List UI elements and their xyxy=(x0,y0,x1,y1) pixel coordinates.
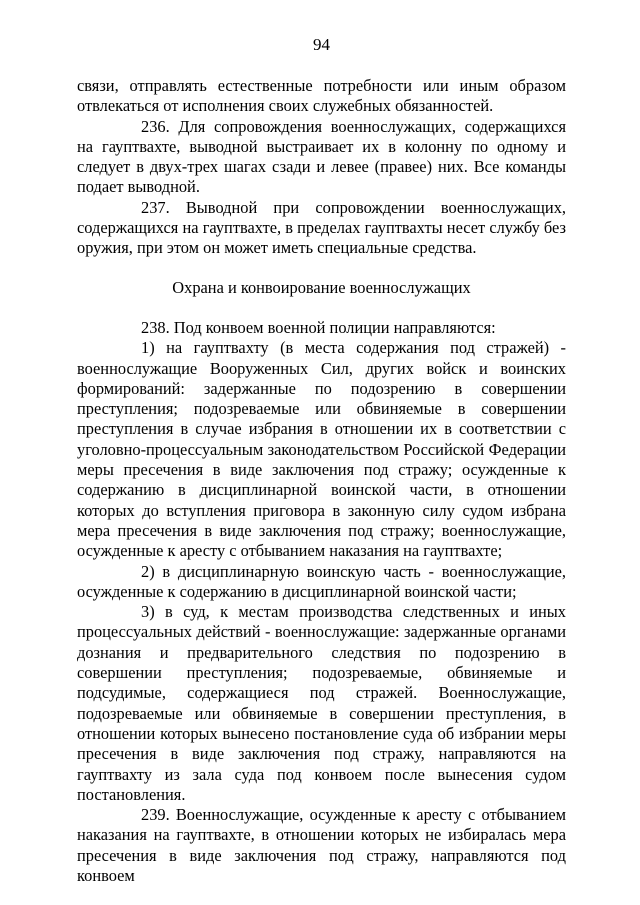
paragraph-239: 239. Военнослужащие, осужденные к аресту с отбыванием наказания на гауптвахте, в отношении которых не избиралась мера пресечения в виде заключения под стражу, направляются под конвоем xyxy=(77,805,566,885)
paragraph-238-item-1: 1) на гауптвахту (в места содержания под стражей) - военнослужащие Вооруженных Сил, других войск и воинских формирований: задержанные по подозрению в совершении преступления; подозреваемые или обвиняемые в совершении преступления в случае избрания в отношении их в соответствии с уголовно-процессуальным законодательством Российской Федерации меры пресечения в виде заключения под стражу; осужденные к содержанию в дисциплинарной воинской части, в отношении которых до вступления приговора в законную силу судом избрана мера пресечения в виде заключения под стражу; военнослужащие, осужденные к аресту с отбыванием наказания на гауптвахте; xyxy=(77,338,566,561)
section-heading: Охрана и конвоирование военнослужащих xyxy=(172,277,471,297)
paragraph-continuation: связи, отправлять естественные потребности или иным образом отвлекаться от исполнения своих служебных обязанностей. xyxy=(77,76,566,116)
paragraph-238: 238. Под конвоем военной полиции направляются: xyxy=(141,317,496,337)
page-number: 94 xyxy=(313,35,330,54)
paragraph-237: 237. Выводной при сопровождении военнослужащих, содержащихся на гауптвахте, в пределах гауптвахты несет службу без оружия, при этом он может иметь специальные средства. xyxy=(77,197,566,258)
paragraph-236: 236. Для сопровождения военнослужащих, содержащихся на гауптвахте, выводной выстраивает их в колонну по одному и следует в двух-трех шагах сзади и левее (правее) них. Все команды подает выводной. xyxy=(77,116,566,197)
paragraph-238-item-2: 2) в дисциплинарную воинскую часть - военнослужащие, осужденные к содержанию в дисциплинарной воинской части; xyxy=(77,561,566,601)
paragraph-238-item-3: 3) в суд, к местам производства следственных и иных процессуальных действий - военнослужащие: задержанные органами дознания и предварительного следствия по подозрению в совершении преступления; подозреваемые, обвиняемые и подсудимые, содержащиеся под стражей. Военнослужащие, подозреваемые или обвиняемые в совершении преступления, в отношении которых вынесено постановление суда об избрании меры пресечения в виде заключения под стражу, направляются на гауптвахту из зала суда под конвоем после вынесения судом постановления. xyxy=(77,602,566,804)
document-page xyxy=(77,34,566,886)
